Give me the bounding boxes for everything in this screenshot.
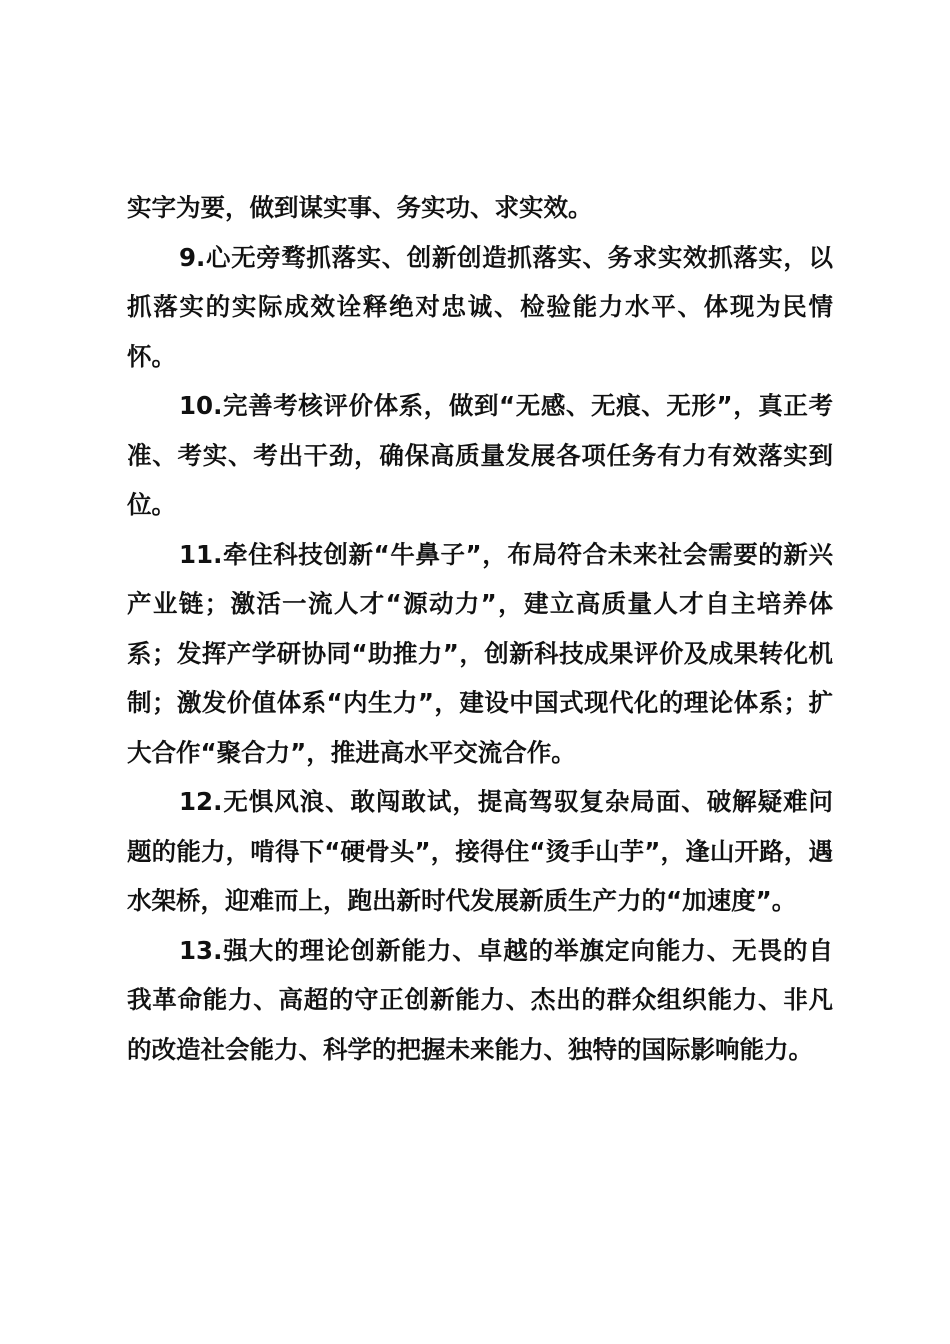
paragraph-item-9: 9.心无旁骛抓落实、创新创造抓落实、务求实效抓落实，以抓落实的实际成效诠释绝对忠诚、检验能力水平、体现为民情怀。 — [127, 242, 833, 371]
paragraph-continuation: 实字为要，做到谋实事、务实功、求实效。 — [127, 193, 593, 222]
paragraph-item-11: 11.牵住科技创新“牛鼻子”，布局符合未来社会需要的新兴产业链；激活一流人才“源动力”，建立高质量人才自主培养体系；发挥产学研协同“助推力”，创新科技成果评价及成果转化机制；激发价值体系“内生力”，建设中国式现代化的理论体系；扩大合作“聚合力”，推进高水平交流合作。 — [127, 539, 833, 767]
document-body — [127, 183, 833, 1074]
paragraph-item-13: 13.强大的理论创新能力、卓越的举旗定向能力、无畏的自我革命能力、高超的守正创新能力、杰出的群众组织能力、非凡的改造社会能力、科学的把握未来能力、独特的国际影响能力。 — [127, 935, 833, 1064]
paragraph-item-10: 10.完善考核评价体系，做到“无感、无痕、无形”，真正考准、考实、考出干劲，确保高质量发展各项任务有力有效落实到位。 — [127, 391, 833, 519]
paragraph-item-12: 12.无惧风浪、敢闯敢试，提高驾驭复杂局面、破解疑难问题的能力，啃得下“硬骨头”，接得住“烫手山芋”，逢山开路，遇水架桥，迎难而上，跑出新时代发展新质生产力的“加速度”。 — [127, 787, 833, 915]
